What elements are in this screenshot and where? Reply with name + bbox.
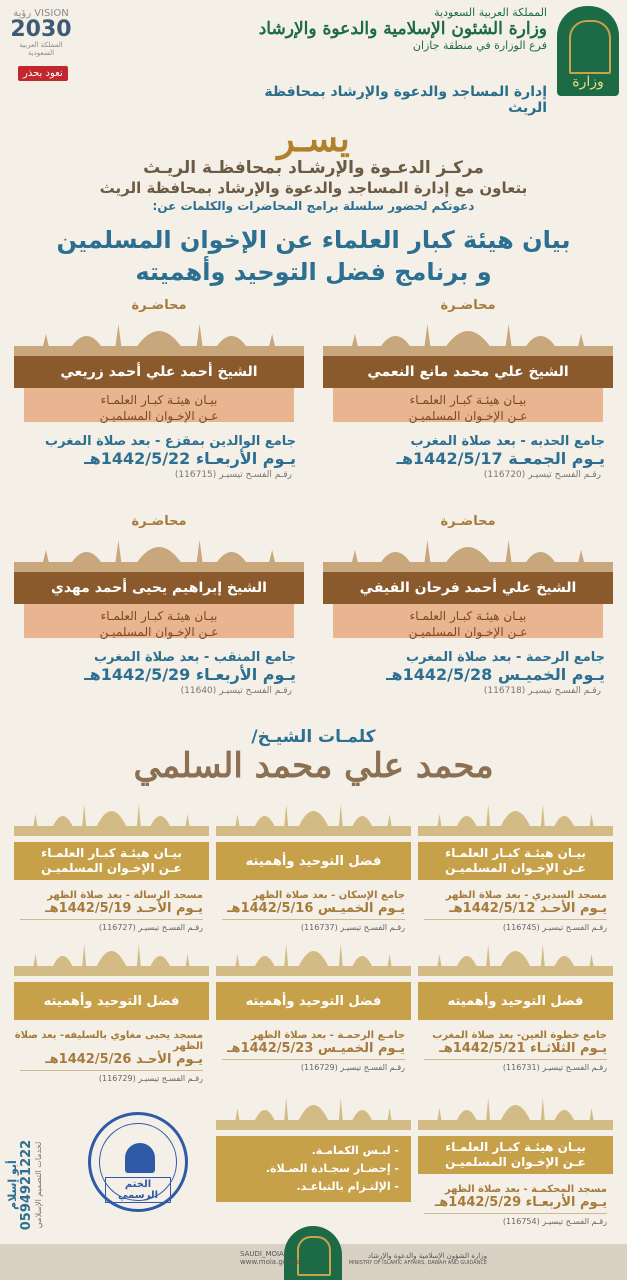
ministry-name: وزارة الشئون الإسلامية والدعوة والإرشاد bbox=[258, 19, 547, 39]
department-name: إدارة المساجد والدعوة والإرشاد بمحافظة الريث bbox=[264, 84, 547, 116]
mosque-silhouette-icon bbox=[418, 936, 613, 982]
vision-label: VISION رؤية bbox=[13, 8, 69, 19]
lecture-date: يـوم الخميـس 1442/5/28هـ bbox=[386, 665, 605, 684]
talk-location: جامع الإسكان - بعد صلاة الظهر bbox=[252, 890, 405, 901]
talk-card bbox=[216, 936, 411, 1072]
footer-ministry-ar: وزارة الشؤون الإسلامية والدعوة والإرشاد bbox=[367, 1252, 487, 1260]
permit-number: رقـم الفسـح تيسيـر (116731) bbox=[502, 1063, 607, 1072]
stamp-label: الختم الرسمي bbox=[105, 1177, 171, 1203]
note-item: - الإلتـزام بالتباعـد. bbox=[296, 1180, 399, 1193]
return-badge: نعود بحذر bbox=[18, 66, 68, 81]
main-title-2: و برنامج فضل التوحيد وأهميته bbox=[135, 258, 492, 286]
mosque-silhouette-icon bbox=[14, 316, 304, 356]
talk-card bbox=[14, 936, 209, 1083]
permit-number: رقـم الفسـح تيسيـر (116715) bbox=[174, 470, 292, 480]
designer-phone: 0594921222 bbox=[19, 1139, 34, 1231]
talk-topic bbox=[216, 982, 411, 1020]
mosque-arch-icon bbox=[569, 20, 611, 74]
topic-line-2: عـن الإخـوان المسلميـن bbox=[445, 861, 586, 875]
intro-line-2: بتعاون مع إدارة المساجد والدعوة والإرشاد بمحافظة الريث bbox=[99, 179, 528, 197]
branch-name: فرع الوزارة في منطقة جازان bbox=[412, 39, 547, 52]
talk-card bbox=[14, 796, 209, 932]
lecture-date: يـوم الأربعـاء 1442/5/22هـ bbox=[84, 449, 296, 468]
intro-line-1: مركـز الدعـوة والإرشـاد بمحافظـة الريـث bbox=[143, 158, 484, 178]
mosque-silhouette-icon bbox=[323, 532, 613, 572]
mosque-silhouette-icon bbox=[216, 796, 411, 842]
vision-country: المملكة العربية السعودية bbox=[19, 41, 63, 57]
permit-number: رقـم الفسـح تيسيـر (116727) bbox=[98, 923, 203, 932]
designer-note: لخدمات التصميم الإسلامي bbox=[34, 1141, 43, 1229]
divider bbox=[20, 1070, 203, 1071]
designer-contact bbox=[6, 1120, 46, 1250]
talk-date: يـوم الأربعـاء 1442/5/29هـ bbox=[434, 1195, 607, 1210]
mosque-silhouette-icon bbox=[216, 1090, 411, 1136]
topic-line-1: فضل التوحيد وأهميته bbox=[43, 993, 180, 1009]
sheikh-name: الشيخ أحمد علي أحمد زريعي bbox=[14, 356, 304, 388]
talk-location: مسجد السديري - بعد صلاة الظهر bbox=[445, 890, 607, 901]
headline: يسـر bbox=[277, 118, 350, 160]
mosque-silhouette-icon bbox=[14, 532, 304, 572]
mosque-silhouette-icon bbox=[418, 796, 613, 842]
designer-name: أبو إسلام bbox=[6, 1160, 19, 1210]
vision-logo bbox=[10, 8, 72, 57]
topic-line-1: بيـان هيئـة كبـار العلمـاء bbox=[409, 393, 527, 407]
lecture-label: محاضـرة bbox=[131, 298, 187, 313]
topic-line-1: بيـان هيئـة كبـار العلمـاء bbox=[100, 393, 218, 407]
social-handle: SAUDI_MOIA bbox=[240, 1250, 284, 1258]
ministry-mark-icon bbox=[125, 1143, 155, 1173]
words-label: كلمـات الشيـخ/ bbox=[251, 727, 376, 747]
topic-line-1: بيـان هيئـة كبـار العلمـاء bbox=[100, 609, 218, 623]
lecture-card bbox=[14, 514, 304, 696]
talk-location: جامـع الرحمـة - بعد صلاة الظهر bbox=[251, 1030, 405, 1041]
lecture-date: يـوم الأربعـاء 1442/5/29هـ bbox=[84, 665, 296, 684]
note-item: - إحضـار سجـادة الصـلاة. bbox=[265, 1162, 399, 1175]
notes-list bbox=[216, 1136, 411, 1202]
ministry-logo bbox=[557, 6, 619, 96]
intro-line-3: دعوتكم لحضور سلسلة برامج المحاضرات والكلمات عن: bbox=[152, 199, 475, 213]
footer bbox=[0, 1244, 627, 1280]
divider bbox=[20, 919, 203, 920]
topic-line-2: عـن الإخـوان المسلميـن bbox=[41, 861, 182, 875]
permit-number: رقـم الفسـح تيسيـر (116737) bbox=[300, 923, 405, 932]
mosque-silhouette-icon bbox=[418, 1090, 613, 1136]
talk-location: مسجد يحيى مغاوي بالسليفه- بعد صلاة الظهر bbox=[14, 1030, 203, 1052]
divider bbox=[222, 919, 405, 920]
lecture-topic bbox=[24, 388, 294, 422]
lecture-label: محاضـرة bbox=[440, 514, 496, 529]
talk-topic bbox=[14, 842, 209, 880]
lecture-card bbox=[323, 298, 613, 480]
footer-ministry bbox=[337, 1252, 487, 1266]
mosque-silhouette-icon bbox=[14, 796, 209, 842]
lecture-topic bbox=[333, 388, 603, 422]
talk-location: مسجد الرسالة - بعد صلاة الظهر bbox=[47, 890, 203, 901]
talk-location: جامع خطوة العين- بعد صلاة المغرب bbox=[432, 1030, 607, 1041]
talk-card bbox=[418, 796, 613, 932]
lecture-location: جامع الوالدين بمقزع - بعد صلاة المغرب bbox=[45, 434, 296, 449]
lecture-label: محاضـرة bbox=[440, 298, 496, 313]
topic-line-2: عـن الإخـوان المسلميـن bbox=[99, 409, 219, 423]
sheikh-name: الشيخ إبراهيم يحيى أحمد مهدي bbox=[14, 572, 304, 604]
footer-ministry-en: MINISTRY OF ISLAMIC AFFAIRS, DAWAH AND GUIDANCE bbox=[348, 1260, 487, 1266]
sheikh-name: الشيخ علي محمد مانع النعمي bbox=[323, 356, 613, 388]
notes-card bbox=[216, 1090, 411, 1202]
topic-line-2: عـن الإخـوان المسلميـن bbox=[99, 625, 219, 639]
talk-date: يـوم الثلاثـاء 1442/5/21هـ bbox=[439, 1041, 607, 1056]
logo-mark: وزارة bbox=[572, 74, 604, 90]
permit-number: رقـم الفسـح تيسيـر (116745) bbox=[502, 923, 607, 932]
talk-location: مسجد المحكمـة - بعد صلاة الظهر bbox=[444, 1184, 607, 1195]
talk-date: يـوم الخميـس 1442/5/23هـ bbox=[227, 1041, 405, 1056]
talk-date: يـوم الأحـد 1442/5/12هـ bbox=[449, 901, 607, 916]
divider bbox=[222, 1059, 405, 1060]
topic-line-1: فضل التوحيد وأهميته bbox=[447, 993, 584, 1009]
mosque-arch-icon bbox=[297, 1236, 331, 1276]
permit-number: رقـم الفسـح تيسيـر (116718) bbox=[483, 686, 601, 696]
divider bbox=[424, 1213, 607, 1214]
lecture-topic bbox=[333, 604, 603, 638]
topic-line-1: فضل التوحيد وأهميته bbox=[245, 853, 382, 869]
mosque-silhouette-icon bbox=[14, 936, 209, 982]
website: www.moia.gov.sa bbox=[240, 1258, 301, 1266]
talk-topic bbox=[418, 842, 613, 880]
talk-date: يـوم الأحـد 1442/5/26هـ bbox=[45, 1052, 203, 1067]
lecture-topic bbox=[24, 604, 294, 638]
topic-line-1: بيـان هيئـة كبـار العلمـاء bbox=[445, 846, 586, 860]
lecture-card bbox=[14, 298, 304, 480]
header bbox=[0, 0, 627, 116]
lecture-location: جامع الرحمة - بعد صلاة المغرب bbox=[406, 650, 605, 665]
vision-year: 2030 bbox=[10, 17, 72, 42]
topic-line-1: بيـان هيئـة كبـار العلمـاء bbox=[41, 846, 182, 860]
lecture-location: جامع المنقب - بعد صلاة المغرب bbox=[93, 650, 296, 665]
talk-topic bbox=[14, 982, 209, 1020]
divider bbox=[424, 919, 607, 920]
topic-line-1: بيـان هيئـة كبـار العلمـاء bbox=[409, 609, 527, 623]
topic-line-2: عـن الإخـوان المسلميـن bbox=[408, 409, 528, 423]
permit-number: رقـم الفسـح تيسيـر (116729) bbox=[300, 1063, 405, 1072]
main-title-1: بيان هيئة كبار العلماء عن الإخوان المسلمين bbox=[56, 226, 571, 254]
topic-line-1: بيـان هيئـة كبـار العلمـاء bbox=[445, 1140, 586, 1154]
talk-topic bbox=[418, 1136, 613, 1174]
divider bbox=[424, 1059, 607, 1060]
featured-sheikh-name: محمد علي محمد السلمي bbox=[133, 746, 494, 786]
lecture-location: جامع الحدبه - بعد صلاة المغرب bbox=[410, 434, 605, 449]
talk-card bbox=[418, 1090, 613, 1226]
mosque-silhouette-icon bbox=[323, 316, 613, 356]
sheikh-name: الشيخ علي أحمد فرحان الفيفي bbox=[323, 572, 613, 604]
lecture-label: محاضـرة bbox=[131, 514, 187, 529]
talk-topic bbox=[418, 982, 613, 1020]
permit-number: رقـم الفسـح تيسيـر (116754) bbox=[502, 1217, 607, 1226]
topic-line-2: عـن الإخـوان المسلميـن bbox=[445, 1155, 586, 1169]
talk-topic bbox=[216, 842, 411, 880]
kingdom-name: المملكة العربية السعودية bbox=[434, 6, 547, 19]
mosque-silhouette-icon bbox=[216, 936, 411, 982]
permit-number: رقـم الفسـح تيسيـر (11640) bbox=[180, 686, 292, 696]
talk-card bbox=[418, 936, 613, 1072]
lecture-date: يـوم الجمعـة 1442/5/17هـ bbox=[396, 449, 605, 468]
footer-social bbox=[240, 1250, 301, 1266]
permit-number: رقـم الفسـح تيسيـر (116720) bbox=[483, 470, 601, 480]
topic-line-2: عـن الإخـوان المسلميـن bbox=[408, 625, 528, 639]
topic-line-1: فضل التوحيد وأهميته bbox=[245, 993, 382, 1009]
note-item: - لبـس الكمامـة. bbox=[311, 1144, 399, 1157]
talk-date: يـوم الخميـس 1442/5/16هـ bbox=[227, 901, 405, 916]
talk-date: يـوم الأحـد 1442/5/19هـ bbox=[45, 901, 203, 916]
lecture-card bbox=[323, 514, 613, 696]
talk-card bbox=[216, 796, 411, 932]
official-stamp bbox=[88, 1112, 188, 1212]
permit-number: رقـم الفسـح تيسيـر (116729) bbox=[98, 1074, 203, 1083]
ministry-block bbox=[237, 6, 547, 52]
